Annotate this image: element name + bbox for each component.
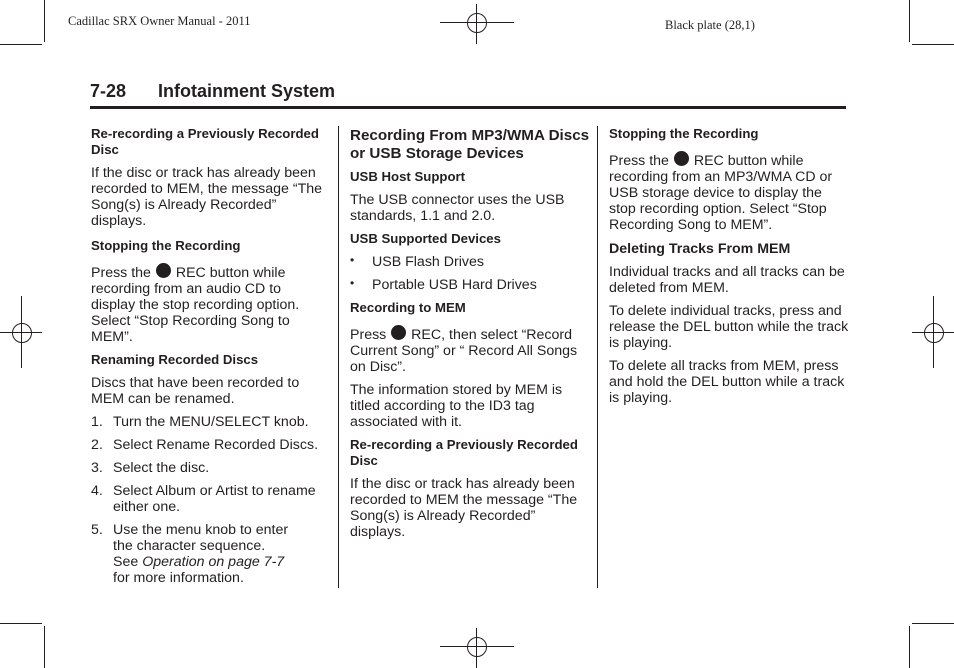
column-divider-2 (597, 126, 598, 588)
rec-button-icon (156, 263, 171, 278)
list-item: • Portable USB Hard Drives (350, 276, 537, 293)
heading-stopping-recording: Stopping the Recording (609, 126, 759, 141)
paragraph-delete-3: To delete all tracks from MEM, press and hold the DEL button while a track is playing. (609, 358, 845, 406)
paragraph-recording-to-mem: Press REC, then select “Record Current Song” or “ Record All Songs on Disc”. (350, 327, 578, 375)
paragraph-id3-info: The information stored by MEM is titled according to the ID3 tag associated with it. (350, 382, 563, 430)
column-3 (609, 126, 849, 413)
page-title-bar (90, 80, 846, 109)
paragraph-rerecording: If the disc or track has already been recorded to MEM, the message “The Song(s) is Already Recorded” displays. (91, 165, 323, 229)
heading-deleting-tracks: Deleting Tracks From MEM (609, 241, 791, 257)
heading-renaming: Renaming Recorded Discs (91, 352, 259, 367)
crop-mark-top-left-h (0, 44, 42, 45)
paragraph-rerecording: If the disc or track has already been recorded to MEM the message “The Song(s) is Already Recorded” displays. (350, 476, 578, 540)
running-header-left: Cadillac SRX Owner Manual - 2011 (68, 14, 251, 28)
registration-mark-top-icon (440, 4, 514, 44)
paragraph-usb-host: The USB connector uses the USB standards, 1.1 and 2.0. (350, 192, 565, 224)
heading-rerecording: Re-recording a Previously Recorded Disc (350, 437, 578, 468)
registration-mark-bottom-icon (440, 628, 514, 668)
crop-mark-bottom-right-v (909, 626, 910, 668)
paragraph-stopping-recording (91, 263, 327, 345)
crop-mark-top-left-v (44, 0, 45, 42)
list-item: 1. Turn the MENU/SELECT knob. (91, 414, 309, 430)
registration-mark-left-icon (0, 296, 42, 368)
list-item: 3. Select the disc. (91, 460, 210, 476)
column-1 (91, 126, 327, 593)
paragraph-delete-1: Individual tracks and all tracks can be deleted from MEM. (609, 264, 845, 296)
column-divider-1 (338, 126, 339, 588)
stop-text-before: Press the (91, 265, 151, 281)
crop-mark-bottom-left-v (44, 626, 45, 668)
heading-usb-host-support: USB Host Support (350, 169, 466, 184)
heading-recording-mp3-usb: Recording From MP3/WMA Discs or USB Storage Devices (350, 127, 590, 162)
heading-rerecording: Re-recording a Previously Recorded Disc (91, 126, 319, 157)
heading-stopping-recording: Stopping the Recording (91, 238, 241, 253)
paragraph-delete-2: To delete individual tracks, press and release the DEL button while the track is playing. (609, 303, 849, 351)
cross-reference-link[interactable]: Operation on page 7-7 (142, 554, 285, 570)
crop-mark-top-right-h (912, 44, 954, 45)
rec-button-icon (674, 151, 689, 166)
crop-mark-top-right-v (909, 0, 910, 42)
list-item: 2. Select Rename Recorded Discs. (91, 437, 319, 453)
heading-usb-supported-devices: USB Supported Devices (350, 231, 501, 246)
paragraph-stopping-recording: Press the REC button while recording from an MP3/WMA CD or USB storage device to display the stop recording option. Select “Stop Recording Song to MEM”. (609, 153, 833, 233)
page-number: 7-28 (90, 81, 127, 101)
crop-mark-bottom-left-h (0, 623, 42, 624)
rec-button-icon (391, 325, 406, 340)
crop-mark-bottom-right-h (912, 623, 954, 624)
renaming-steps (91, 414, 327, 586)
paragraph-renaming: Discs that have been recorded to MEM can be renamed. (91, 375, 300, 407)
registration-mark-right-icon (912, 296, 954, 368)
list-item: 4. Select Album or Artist to rename either one. (91, 483, 316, 515)
list-item: 5. Use the menu knob to enter the character sequence. See Operation on page 7-7 for more information. (91, 522, 289, 586)
column-2 (350, 126, 590, 547)
stop-text-after: REC button while recording from an audio CD to display the stop recording option. Select “Stop Recording Song to MEM”. (91, 265, 300, 345)
heading-recording-to-mem: Recording to MEM (350, 300, 466, 315)
list-item: • USB Flash Drives (350, 253, 484, 270)
running-header-right: Black plate (28,1) (665, 18, 755, 32)
section-title: Infotainment System (158, 81, 336, 101)
